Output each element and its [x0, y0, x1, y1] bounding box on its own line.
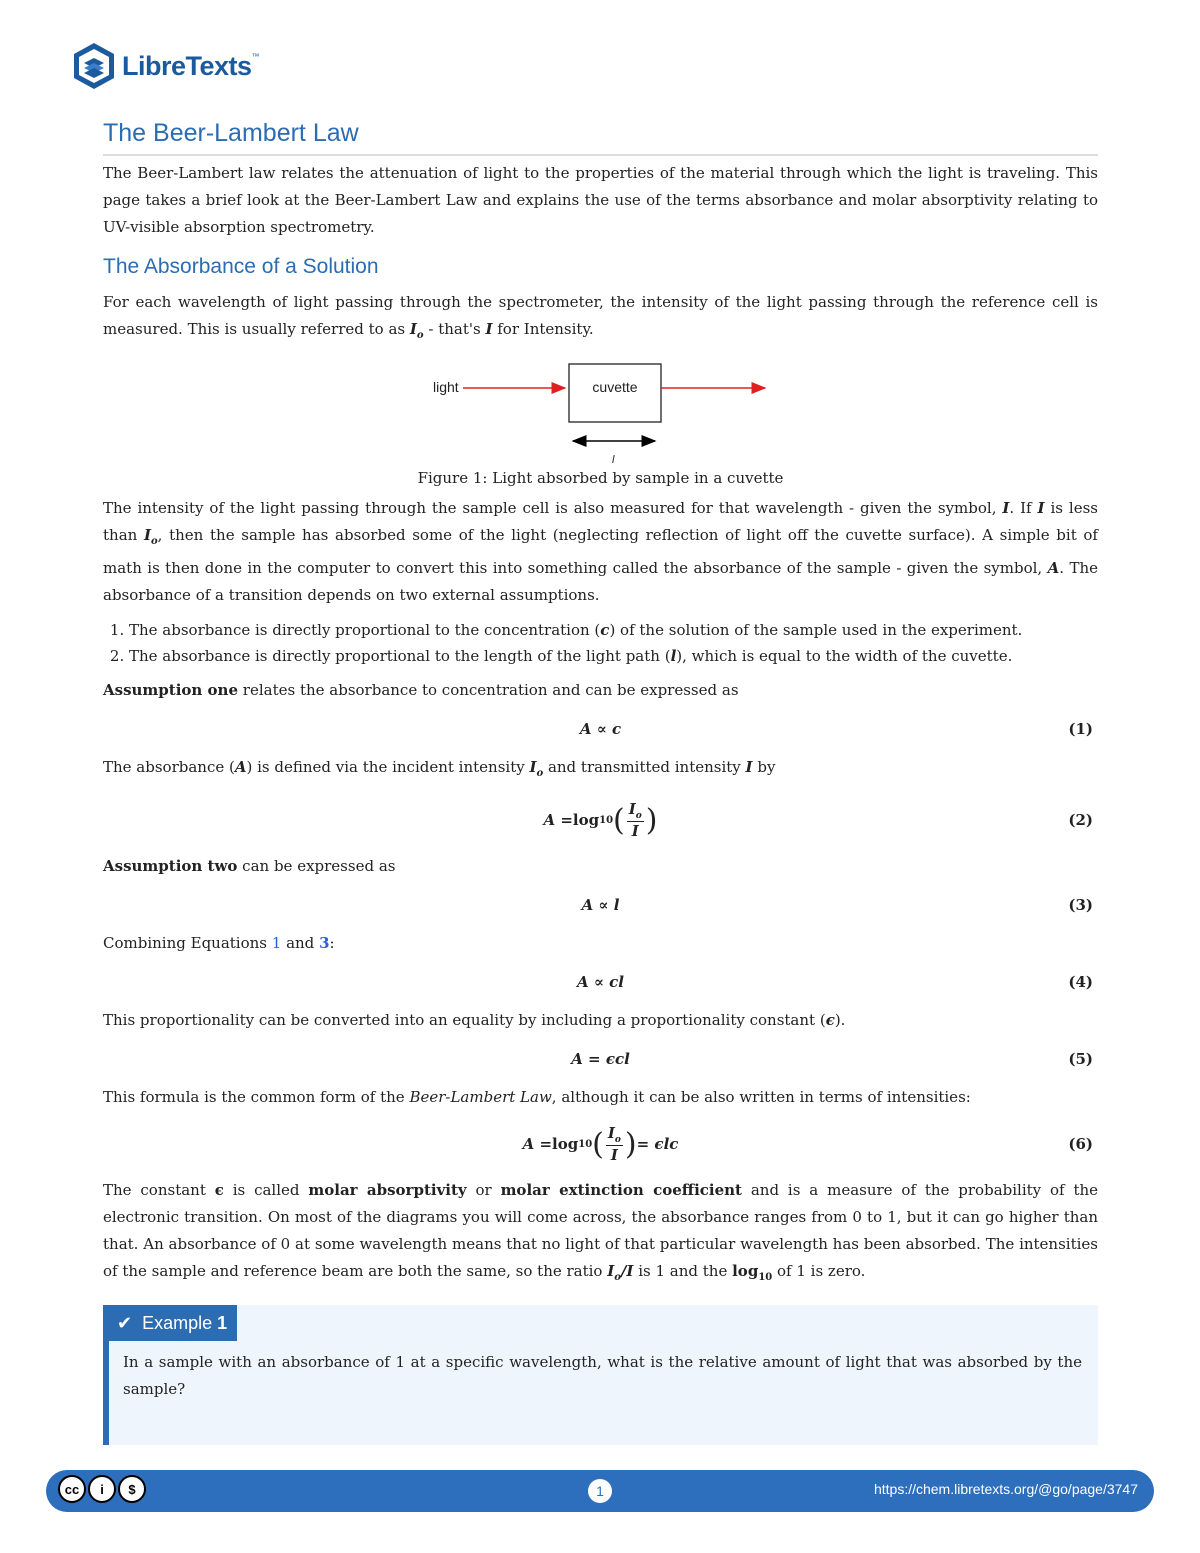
equation-number: (3) — [1068, 896, 1093, 914]
equation-3: A ∝ l (3) — [581, 896, 1093, 914]
assumptions-list — [103, 617, 1098, 669]
libretexts-logo[interactable] — [72, 40, 260, 92]
libretexts-logo-icon — [72, 41, 116, 91]
attribution-icon: i — [88, 1475, 116, 1503]
list-item: 1. The absorbance is directly proportional to the concentration (c) of the solution of the sample used in the experiment. — [129, 617, 1098, 643]
assumption-two-text: Assumption two can be expressed as — [103, 857, 396, 875]
page-title: The Beer-Lambert Law — [103, 119, 1098, 156]
equation-1: A ∝ c (1) — [579, 720, 1093, 738]
equation-number: (6) — [1068, 1135, 1093, 1153]
equation-number: (1) — [1068, 720, 1093, 738]
section-heading: The Absorbance of a Solution — [103, 255, 379, 278]
example-question: In a sample with an absorbance of 1 at a specific wavelength, what is the relative amount of light that was absorbed by the sample? — [123, 1353, 1082, 1398]
equation-6: A = log 10 ( $\frac{I_o}{I}$ ) = ϵlc (6) — [522, 1124, 1093, 1164]
figure-caption: Figure 1: Light absorbed by sample in a cuvette — [417, 469, 784, 487]
equation-5: A = ϵcl (5) — [571, 1050, 1093, 1068]
cuvette-label: cuvette — [592, 379, 638, 395]
example-label: Example — [142, 1312, 213, 1333]
paragraph-sample-intensity: The intensity of the light passing through the sample cell is also measured for that wavelength - given the symbol, I. If I is less than $I_o$, then the sample has absorbed some of the light (neglecting reflection of light off the cuvette surface). A simple bit of math is then done in the computer to convert this into something called the absorbance of the sample - given the symbol, A. The absorbance of a transition depends on two external assumptions. — [103, 499, 1098, 604]
molar-absorptivity-text: The constant ϵ is called molar absorptivity or molar extinction coefficient and is a measure of the probability of the electronic transition. On most of the diagrams you will come across, the absorbance ranges from 0 to 1, but it can go higher than that. An absorbance of 0 at some wavelength means that no light of that particular wavelength has been absorbed. The intensities of the sample and reference beam are both the same, so the ratio $I_o/I$ is 1 and the $\log_{10}$ of 1 is zero. — [103, 1181, 1099, 1283]
cc-icon: cc — [58, 1475, 86, 1503]
assumption-one-text: Assumption one relates the absorbance to concentration and can be expressed as — [103, 681, 739, 699]
page-content — [103, 115, 1098, 1445]
equation-3-link[interactable]: 3 — [319, 934, 330, 952]
combining-text: Combining Equations 1 and 3: — [103, 934, 335, 952]
equation-number: (2) — [1068, 811, 1093, 829]
page-footer — [46, 1470, 1154, 1512]
page-url-link[interactable]: https://chem.libretexts.org/@go/page/3747 — [873, 1481, 1138, 1497]
equation-1-link[interactable]: 1 — [271, 934, 282, 952]
path-length-label: l — [612, 454, 615, 466]
absorbance-definition-text: The absorbance (A) is defined via the incident intensity $I_o$ and transmitted intensity I by — [103, 758, 776, 779]
equation-number: (4) — [1068, 973, 1093, 991]
example-number: 1 — [217, 1312, 228, 1333]
equation-4: A ∝ cl (4) — [577, 973, 1093, 991]
logo-tm: ™ — [251, 51, 260, 61]
checkmark-icon: ✔ — [117, 1312, 133, 1333]
paragraph-reference-intensity: For each wavelength of light passing through the spectrometer, the intensity of the light passing through the reference cell is measured. This is usually referred to as $I_o$ - that's I for Intensity. — [103, 293, 1098, 341]
intro-paragraph: The Beer-Lambert law relates the attenuation of light to the properties of the material through which the light is traveling. This page takes a brief look at the Beer-Lambert Law and explains the use of the terms absorbance and molar absorptivity relating to UV-visible absorption spectrometry. — [103, 164, 1098, 236]
formula-text: This formula is the common form of the Beer-Lambert Law, although it can be also written in terms of intensities: — [103, 1088, 971, 1106]
cuvette-diagram — [103, 359, 1098, 467]
light-label: light — [433, 379, 459, 395]
noncommercial-icon: $ — [118, 1475, 146, 1503]
proportionality-text: This proportionality can be converted into an equality by including a proportionality constant (ϵ). — [103, 1011, 846, 1029]
equation-2: A = log 10 ( $\frac{I_o}{I}$ ) (2) — [543, 800, 1093, 840]
equation-number: (5) — [1068, 1050, 1093, 1068]
creative-commons-license[interactable] — [58, 1475, 146, 1503]
list-item: 2. The absorbance is directly proportional to the length of the light path (l), which is equal to the width of the cuvette. — [129, 643, 1098, 669]
cuvette-figure — [103, 359, 1098, 467]
example-box — [103, 1305, 1098, 1445]
page-number: 1 — [588, 1479, 612, 1503]
example-header — [109, 1305, 237, 1341]
logo-text: LibreTexts — [122, 50, 252, 81]
